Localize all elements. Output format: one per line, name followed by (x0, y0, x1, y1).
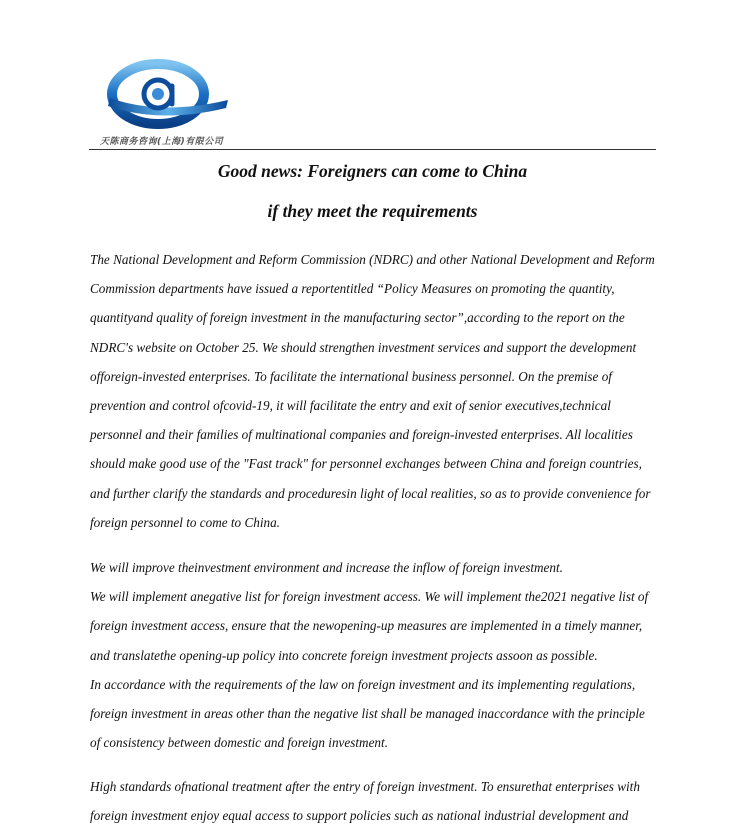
paragraph-line: foreign investment in areas other than the negative list shall be managed inaccordance with the principle (90, 705, 645, 721)
paragraph-line: should make good use of the "Fast track" for personnel exchanges between China and foreign countries, (90, 456, 642, 472)
paragraph-line: quantityand quality of foreign investment in the manufacturing sector”,according to the report on the (90, 310, 625, 326)
paragraph-line: and further clarify the standards and proceduresin light of local realities, so as to provide convenience for (90, 485, 651, 501)
paragraph-line: In accordance with the requirements of the law on foreign investment and its implementing regulations, (90, 676, 636, 692)
paragraph-line: prevention and control ofcovid-19, it will facilitate the entry and exit of senior executives,technical (90, 397, 611, 413)
paragraph-3 (90, 777, 660, 835)
paragraph-line: foreign investment access, ensure that the newopening-up measures are implemented in a timely manner, (90, 618, 643, 634)
paragraph-line: of consistency between domestic and foreign investment. (90, 735, 388, 751)
company-name: 天陈商务咨询(上海)有限公司 (100, 137, 224, 147)
header-divider (89, 149, 656, 150)
paragraph-line: foreign personnel to come to China. (90, 514, 280, 530)
document-title-line-1: Good news: Foreigners can come to China (217, 161, 528, 181)
paragraph-line: personnel and their families of multinational companies and foreign-invested enterprises. All localities (90, 427, 633, 443)
paragraph-line: We will improve theinvestment environment and increase the inflow of foreign investment. (90, 560, 563, 575)
paragraph-2 (90, 558, 660, 762)
paragraph-line: Commission departments have issued a reportentitled “Policy Measures on promoting the quantity, (90, 281, 615, 297)
paragraph-line: High standards ofnational treatment after the entry of foreign investment. To ensurethat enterprises with (90, 779, 640, 794)
company-logo-icon (100, 58, 240, 138)
paragraph-1 (90, 250, 660, 542)
paragraph-line: The National Development and Reform Commission (NDRC) and other National Development and Reform (90, 252, 655, 267)
paragraph-line: foreign investment enjoy equal access to support policies such as national industrial development and (90, 808, 629, 824)
paragraph-line: and translatethe opening-up policy into concrete foreign investment projects assoon as possible. (90, 647, 598, 663)
document-title-line-2: if they meet the requirements (267, 201, 478, 221)
paragraph-line: We will implement anegative list for foreign investment access. We will implement the2021 negative list of (90, 589, 649, 605)
paragraph-line: NDRC's website on October 25. We should strengthen investment services and support the development (90, 339, 637, 355)
paragraph-line: offoreign-invested enterprises. To facilitate the international business personnel. On the premise of (90, 368, 612, 384)
